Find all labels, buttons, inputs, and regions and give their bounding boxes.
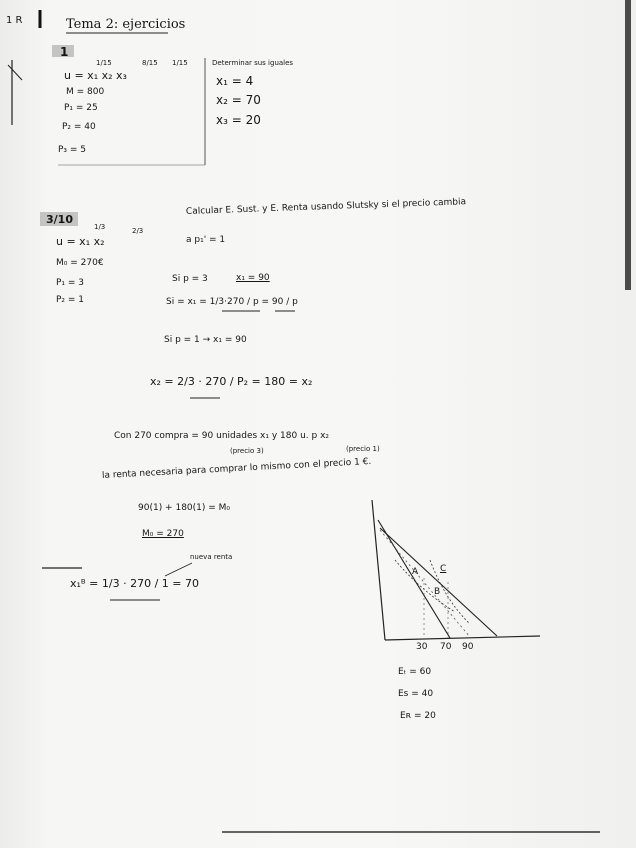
- ex2-exponent-2: 2/3: [132, 227, 144, 235]
- ex2-if-p3: Si p = 3: [172, 274, 208, 284]
- ex2-utility: u = x₁ x₂: [56, 235, 105, 248]
- graph-label-b: B: [434, 587, 441, 597]
- graph-label-a: A: [412, 567, 419, 577]
- total-effect: Eₜ = 60: [398, 667, 432, 677]
- ex1-price-2: P₂ = 40: [62, 122, 96, 132]
- ex2-buy-line: Con 270 compra = 90 unidades x₁ y 180 u. p x₂: [114, 431, 330, 441]
- ex2-price-1: P₁ = 3: [56, 278, 85, 288]
- ex2-equation-2: M₀ = 270: [142, 529, 184, 539]
- exercise-2-number: 3/10: [46, 213, 73, 226]
- ex1-x3: x₃ = 20: [216, 113, 261, 127]
- income-effect: Eʀ = 20: [400, 711, 436, 721]
- ex2-exponent-1: 1/3: [94, 223, 106, 231]
- ex1-x2: x₂ = 70: [216, 93, 261, 107]
- ex2-buy-note-1: (precio 3): [230, 447, 264, 455]
- ex2-task-line-1: Calcular E. Sust. y E. Renta usando Slutsky si el precio cambia: [185, 197, 467, 217]
- graph-tick-70: 70: [440, 642, 452, 652]
- graph-label-c: C: [440, 564, 447, 574]
- ex1-exponent-1: 1/15: [96, 59, 112, 67]
- ex2-equation-1: 90(1) + 180(1) = M₀: [138, 503, 231, 513]
- ex1-x1: x₁ = 4: [216, 74, 254, 88]
- page-title: Tema 2: ejercicios: [66, 17, 186, 32]
- ex2-need-line: la renta necesaria para comprar lo mismo con el precio 1 €.: [101, 456, 372, 481]
- ex2-x1-result: x₁ = 90: [236, 273, 270, 283]
- ex1-price-1: P₁ = 25: [64, 103, 98, 113]
- ex2-buy-note-2: (precio 1): [346, 445, 380, 453]
- page-mark: 1 R: [6, 15, 23, 26]
- ex1-price-3: P₃ = 5: [58, 145, 87, 155]
- substitution-effect: Es = 40: [398, 689, 434, 699]
- ex1-determine-note: Determinar sus iguales: [212, 59, 294, 67]
- ex2-income: M₀ = 270€: [56, 258, 104, 268]
- ex1-utility: u = x₁ x₂ x₃: [64, 69, 127, 82]
- graph-tick-90: 90: [462, 642, 474, 652]
- ex2-new-income-note: nueva renta: [190, 553, 233, 561]
- ex2-if-p1: Si p = 1 → x₁ = 90: [164, 335, 247, 345]
- ex1-income: M = 800: [66, 87, 105, 97]
- ex2-demand-function: Si = x₁ = 1/3·270 / p = 90 / p: [166, 297, 298, 307]
- ex1-exponent-2: 8/15: [142, 59, 158, 67]
- exercise-1-number: 1: [60, 45, 69, 59]
- ex2-x2-calc: x₂ = 2/3 · 270 / P₂ = 180 = x₂: [150, 375, 313, 388]
- ex2-task-line-2: a p₁' = 1: [186, 235, 226, 245]
- ex1-exponent-3: 1/15: [172, 59, 188, 67]
- ex2-x1b: x₁ᴮ = 1/3 · 270 / 1 = 70: [70, 577, 199, 590]
- graph-tick-30: 30: [416, 642, 428, 652]
- ex2-price-2: P₂ = 1: [56, 295, 85, 305]
